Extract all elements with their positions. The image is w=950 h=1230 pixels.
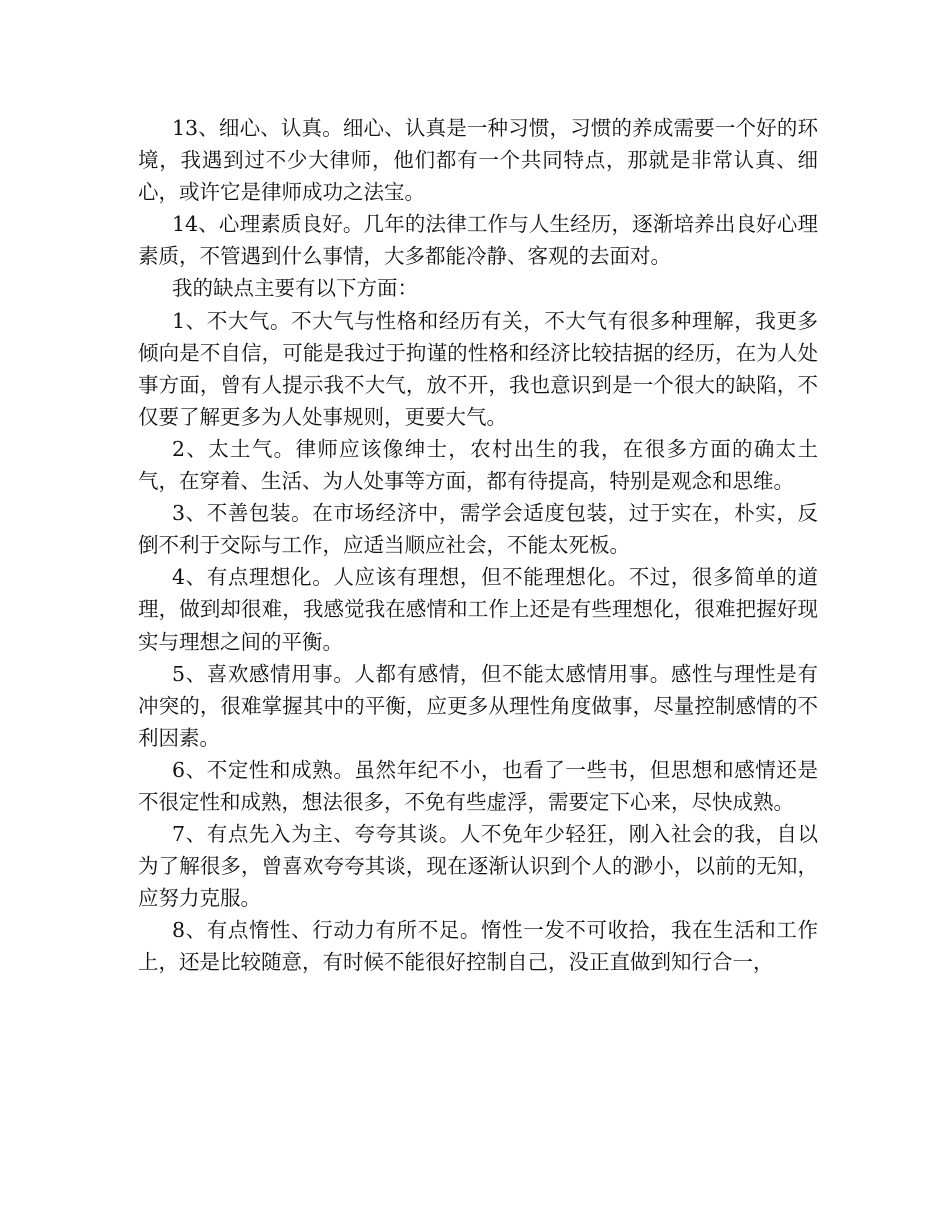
paragraph-2-too-rustic: 2、太土气。律师应该像绅士，农村出生的我，在很多方面的确太土气，在穿着、生活、为人处事等方面，都有待提高，特别是观念和思维。 bbox=[138, 436, 818, 494]
paragraph-5-emotional: 5、喜欢感情用事。人都有感情，但不能太感情用事。感性与理性是有冲突的，很难掌握其中的平衡，应更多从理性角度做事，尽量控制感情的不利因素。 bbox=[138, 661, 818, 750]
paragraph-7-boastful: 7、有点先入为主、夸夸其谈。人不免年少轻狂，刚入社会的我，自以为了解很多，曾喜欢夸夸其谈，现在逐渐认识到个人的渺小，以前的无知，应努力克服。 bbox=[138, 822, 818, 911]
document-page bbox=[138, 112, 818, 979]
paragraph-3-not-good-at-packaging: 3、不善包装。在市场经济中，需学会适度包装，过于实在，朴实，反倒不利于交际与工作，应适当顺应社会，不能太死板。 bbox=[138, 501, 818, 558]
paragraph-14-mental-quality: 14、心理素质良好。几年的法律工作与人生经历，逐渐培养出良好心理素质，不管遇到什么事情，大多都能冷静、客观的去面对。 bbox=[138, 212, 818, 269]
paragraph-shortcomings-intro: 我的缺点主要有以下方面： bbox=[172, 276, 418, 301]
paragraph-13-careful: 13、细心、认真。细心、认真是一种习惯，习惯的养成需要一个好的环境，我遇到过不少大律师，他们都有一个共同特点，那就是非常认真、细心，或许它是律师成功之法宝。 bbox=[138, 116, 818, 205]
paragraph-8-inertia: 8、有点惰性、行动力有所不足。惰性一发不可收拾，我在生活和工作上，还是比较随意，有时候不能很好控制自己，没正直做到知行合一， bbox=[138, 918, 818, 975]
paragraph-4-idealistic: 4、有点理想化。人应该有理想，但不能理想化。不过，很多简单的道理，做到却很难，我感觉我在感情和工作上还是有些理想化，很难把握好现实与理想之间的平衡。 bbox=[138, 565, 818, 654]
paragraph-6-not-mature: 6、不定性和成熟。虽然年纪不小，也看了一些书，但思想和感情还是不很定性和成熟，想法很多，不免有些虚浮，需要定下心来，尽快成熟。 bbox=[138, 757, 818, 814]
paragraph-1-not-generous: 1、不大气。不大气与性格和经历有关，不大气有很多种理解，我更多倾向是不自信，可能是我过于拘谨的性格和经济比较拮据的经历，在为人处事方面，曾有人提示我不大气，放不开，我也意识到是一个很大的缺陷，不仅要了解更多为人处事规则，更要大气。 bbox=[138, 308, 818, 429]
